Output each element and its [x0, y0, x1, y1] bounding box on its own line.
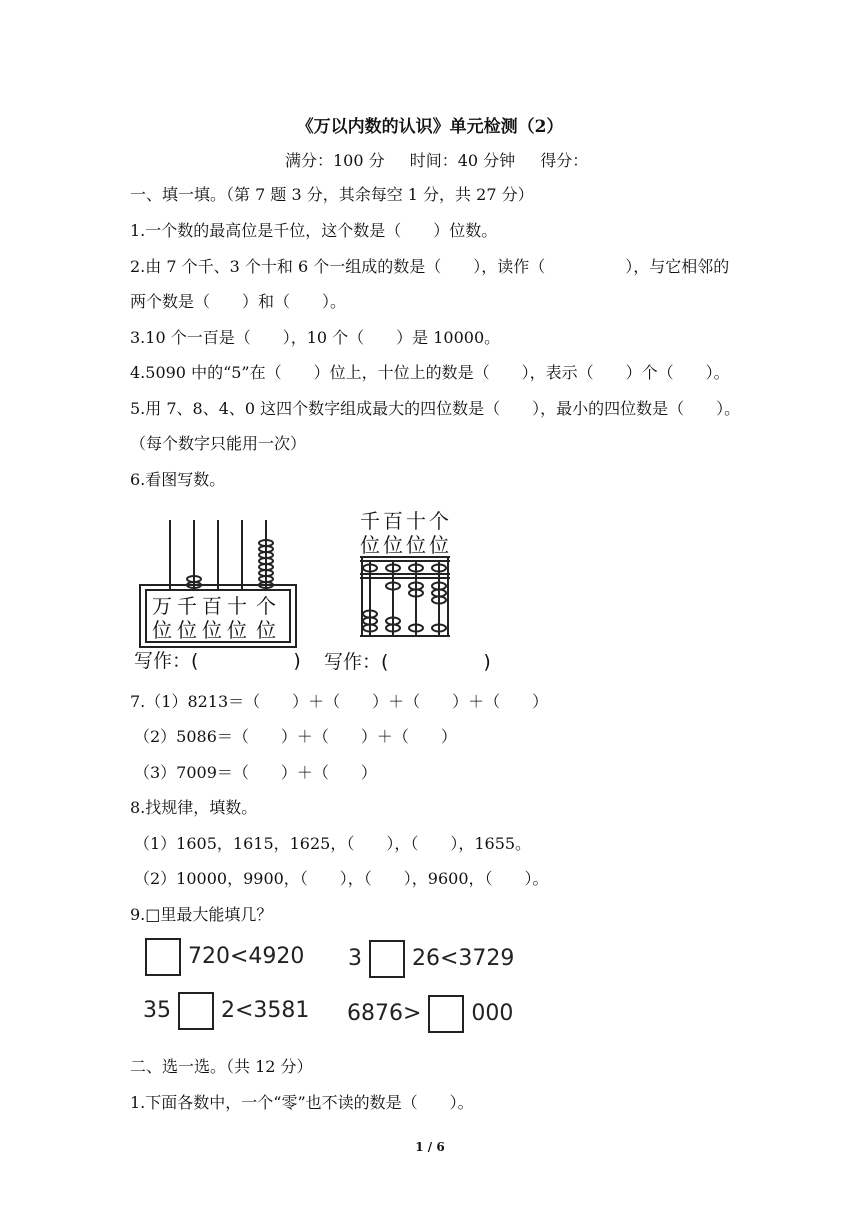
- abacus-right-label-top-3: 十: [406, 509, 426, 533]
- page-title: 《万以内数的认识》单元检测（2）: [296, 117, 564, 137]
- abacus-left-label-top-3: 百: [202, 594, 222, 618]
- blank-box[interactable]: [145, 938, 181, 976]
- question-7-3: （3）7009＝（ ）＋（ ）: [134, 763, 377, 782]
- abacus-right-figure: [322, 508, 497, 673]
- q9-item-b-text: 26<3729: [412, 946, 515, 971]
- abacus-right-label-bottom-1: 位: [360, 533, 380, 557]
- abacus-right-label-bottom-2: 位: [383, 533, 403, 557]
- abacus-left-write: 写作：( ): [134, 650, 301, 672]
- question-3: 3.10 个一百是（ ），10 个（ ）是 10000。: [130, 328, 501, 347]
- abacus-left-label-bottom-1: 位: [152, 618, 172, 642]
- q9-item-c-text: 2<3581: [221, 998, 310, 1023]
- question-9: 9.□里最大能填几？: [130, 905, 273, 924]
- abacus-left-figure: [132, 515, 302, 675]
- abacus-left-label-bottom-3: 位: [202, 618, 222, 642]
- question-7-1: 7.（1）8213＝（ ）＋（ ）＋（ ）＋（ ）: [130, 692, 549, 711]
- q9-item-d-prefix: 6876>: [347, 1001, 422, 1026]
- blank-box[interactable]: [369, 940, 405, 978]
- section1-heading: 一、填一填。（第 7 题 3 分，其余每空 1 分，共 27 分）: [130, 185, 534, 204]
- q9-item-c-prefix: 35: [143, 998, 171, 1023]
- blank-box[interactable]: [178, 992, 214, 1030]
- q9-item-d: [347, 995, 513, 1033]
- page-number: 1 / 6: [415, 1140, 445, 1154]
- blank-box[interactable]: [428, 995, 464, 1033]
- abacus-right-label-bottom-3: 位: [406, 533, 426, 557]
- full-score: 满分：100 分: [285, 151, 385, 170]
- q9-item-c: [143, 992, 309, 1030]
- question-6: 6.看图写数。: [130, 470, 226, 489]
- question-8-1: （1）1605，1615，1625，（ ），（ ），1655。: [134, 834, 532, 853]
- time-limit: 时间：40 分钟: [409, 151, 516, 170]
- question-4: 4.5090 中的“5”在（ ）位上，十位上的数是（ ），表示（ ）个（ ）。: [130, 363, 730, 382]
- abacus-left-label-bottom-4: 位: [227, 618, 247, 642]
- abacus-right-label-top-2: 百: [383, 509, 403, 533]
- question-2b: 两个数是（ ）和（ ）。: [130, 292, 347, 311]
- question-1: 1.一个数的最高位是千位，这个数是（ ）位数。: [130, 221, 498, 240]
- q9-item-a-text: 720<4920: [188, 944, 305, 969]
- question-8-2: （2）10000，9900，（ ），（ ），9600，（ ）。: [134, 869, 549, 888]
- abacus-left-label-bottom-5: 位: [256, 618, 276, 642]
- abacus-left-label-bottom-2: 位: [177, 618, 197, 642]
- exam-meta: [285, 148, 608, 171]
- q9-item-b: [348, 940, 514, 978]
- abacus-right-write: 写作：( ): [324, 651, 491, 673]
- section2-question-1: 1.下面各数中，一个“零”也不读的数是（ ）。: [130, 1093, 474, 1112]
- abacus-left-label-top-2: 千: [177, 594, 197, 618]
- abacus-left-label-top-5: 个: [256, 594, 276, 618]
- question-7-2: （2）5086＝（ ）＋（ ）＋（ ）: [134, 727, 457, 746]
- q9-item-d-text: 000: [471, 1001, 514, 1026]
- section2-heading: 二、选一选。（共 12 分）: [130, 1057, 313, 1076]
- abacus-left-label-top-1: 万: [152, 594, 172, 618]
- abacus-left-label-top-4: 十: [227, 594, 247, 618]
- abacus-right-label-top-4: 个: [429, 509, 449, 533]
- q9-item-a: [145, 938, 304, 976]
- q9-item-b-prefix: 3: [348, 946, 362, 971]
- abacus-right-label-bottom-4: 位: [429, 533, 449, 557]
- question-8: 8.找规律，填数。: [130, 798, 258, 817]
- score-field: 得分：: [540, 151, 589, 170]
- question-2a: 2.由 7 个千、3 个十和 6 个一组成的数是（ ），读作（ ），与它相邻的: [130, 257, 730, 276]
- question-5b: （每个数字只能用一次）: [130, 434, 307, 453]
- abacus-right-label-top-1: 千: [360, 509, 380, 533]
- question-5a: 5.用 7、8、4、0 这四个数字组成最大的四位数是（ ），最小的四位数是（ ）。: [130, 399, 741, 418]
